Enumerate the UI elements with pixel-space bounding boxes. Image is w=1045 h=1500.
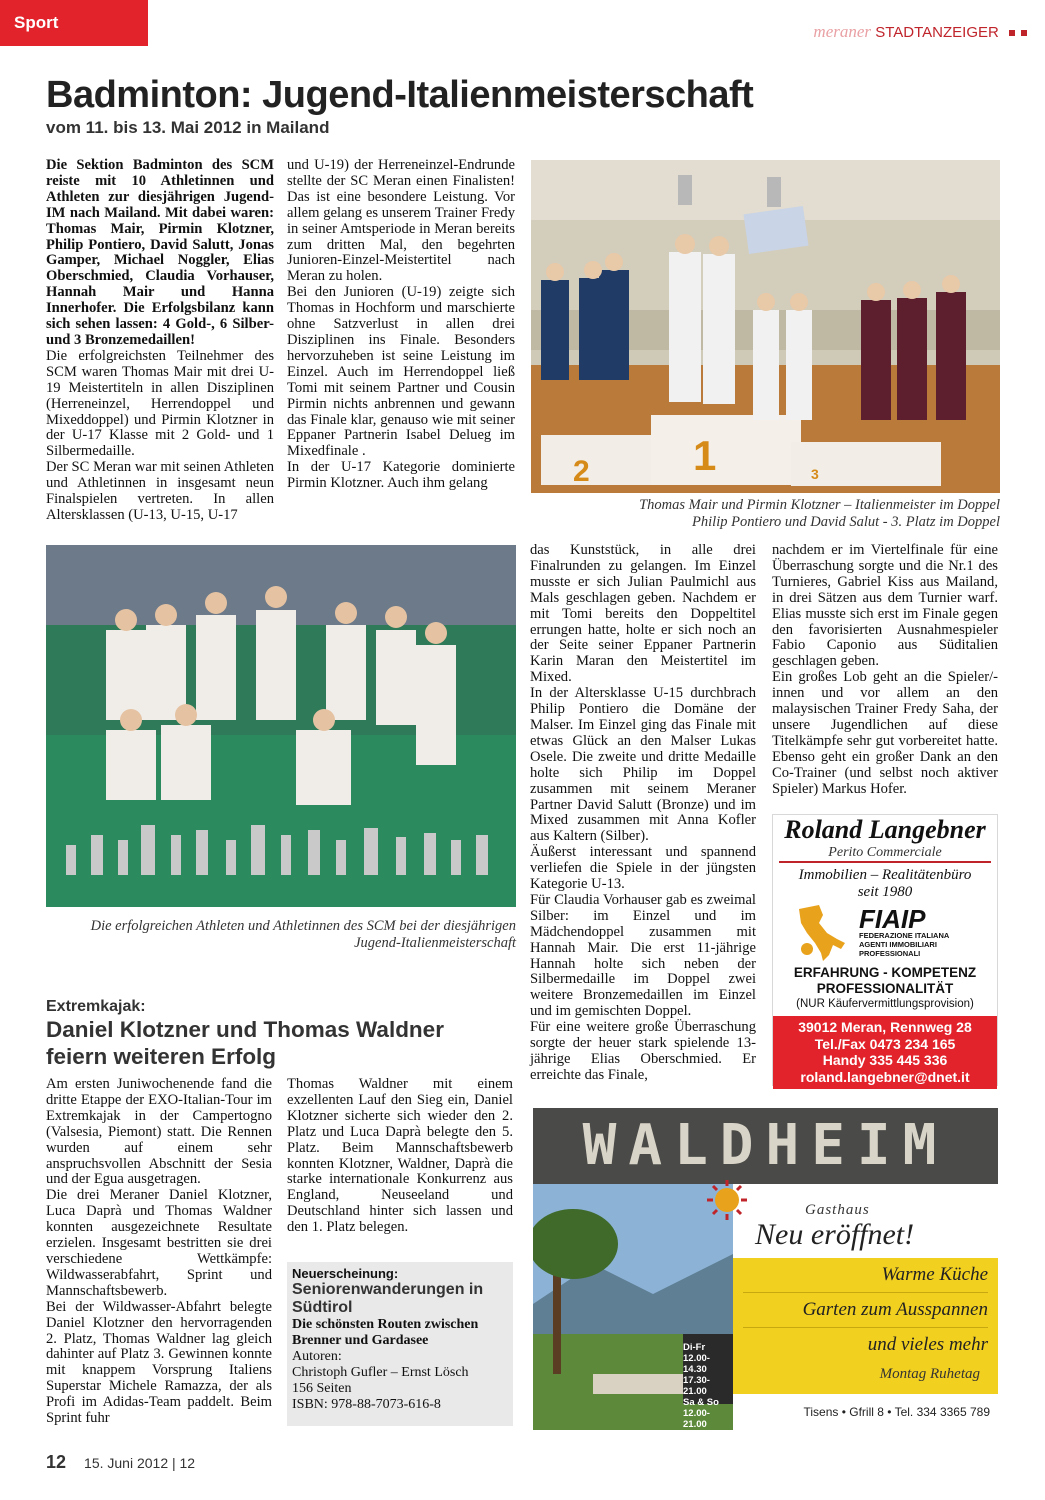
caption-line: Philip Pontiero und David Salut - 3. Platz im Doppel bbox=[692, 514, 1000, 530]
article2-title bbox=[46, 1016, 516, 1070]
podium-label: 2 bbox=[573, 455, 590, 488]
page-number: 12 bbox=[46, 1452, 67, 1472]
square-icon bbox=[1009, 30, 1015, 36]
opening-hours bbox=[683, 1342, 731, 1430]
fiaip-logo: FIAIP bbox=[859, 904, 926, 934]
ad-mobile: Handy 335 445 336 bbox=[822, 1052, 948, 1068]
paragraph: Die erfolgreichsten Teilnehmer des SCM waren Thomas Mair mit drei U-19 Meistertiteln in allen Disziplinen (Herreneinzel, Herrendoppel und Mixeddoppel) und Pirmin Klotzner in der U-17 Klasse mit 2 Gold- und 1 Silbermedaille. bbox=[46, 347, 274, 460]
ad-email: roland.langebner@dnet.it bbox=[800, 1068, 970, 1085]
paragraph: Bei den Junioren (U-19) zeigte sich Thomas in Hochform und marschierte ohne Satzverlust in allen drei Disziplinen ins Finale. Besonders hervorzuheben ist seine Leistung im Einzel. Auch im Herrendoppel ließ Tomi mit seinem Partner und Cousin Pirmin nichts anbrennen und gewann das Finale klar, genauso wie mit seiner Eppaner Partnerin Isabel Delueg im Mixedfinale . bbox=[287, 284, 515, 460]
ad-line: seit 1980 bbox=[857, 884, 913, 900]
caption-line: Jugend-Italienmeisterschaft bbox=[354, 935, 516, 951]
ad-slogan: ERFAHRUNG - KOMPETENZ bbox=[793, 965, 977, 980]
podium-photo-image bbox=[531, 160, 1000, 493]
podium-label: 1 bbox=[693, 432, 717, 479]
paragraph: In der U-17 Kategorie dominierte Pirmin Klotzner. Auch ihm gelang bbox=[287, 459, 515, 492]
paragraph: In der Altersklasse U-15 durchbrach Philip Pontiero die Domäne der Malser. Im Einzel ging das Finale mit etwas Glück an den Malser Lukas Osele. Die zweite und dritte Medaille holte sich Philip im Doppel zusammen mit seinem Meraner Partner David Salutt (Bronze) und im Mixed zusammen mit Anna Kofler aus Kaltern (Silber). bbox=[530, 685, 756, 845]
paragraph: das Kunststück, in alle drei Finalrunden zu gelangen. Im Einzel musste er sich Julian Paulmichl aus Mals geschlagen geben. Nachdem er mit Tomi bereits den Doppeltitel errungen hatte, holte er sich noch an der Seite seiner Eppaner Partnerin Karin Maran den Meistertitel im Mixed. bbox=[530, 542, 756, 686]
italy-map-icon bbox=[789, 903, 849, 965]
caption-line: Thomas Mair und Pirmin Klotzner – Italienmeister im Doppel bbox=[639, 497, 1000, 513]
paragraph: Bei der Wildwasser-Abfahrt belegte Daniel Klotzner den hervorragenden 2. Platz, Thomas Waldner lag gleich dahinter auf Platz 3. Gewinnen konnte mit knappem Vorsprung Italiens Superstar Michele Ramazza, der als Profi im Adidas-Team paddelt. Beim Sprint fuhr bbox=[46, 1298, 272, 1427]
waldheim-closed: Montag Ruhetag bbox=[879, 1366, 980, 1382]
paragraph: Ein großes Lob geht an die Spieler/-innen und vor allem an den malaysischen Trainer Fredy Saha, der unsere Jugendlichen auf diese Titelkämpfe sehr gut vorbereitet hatte. Ebenso geht ein großer Dank an den Co-Trainer (und selbst noch aktiver Spieler) Markus Hofer. bbox=[772, 669, 998, 797]
masthead-meraner: meraner bbox=[813, 22, 872, 41]
article-column-3 bbox=[530, 543, 756, 1084]
book-kicker: Neuerscheinung: bbox=[292, 1266, 399, 1281]
issue-date: 15. Juni 2012 | 12 bbox=[84, 1455, 196, 1471]
article2-kicker: Extremkajak: bbox=[46, 998, 146, 1015]
article-column-2 bbox=[287, 158, 515, 492]
caption-line: Die erfolgreichen Athleten und Athletinnen des SCM bei der diesjährigen bbox=[90, 918, 516, 934]
team-photo-image bbox=[46, 545, 516, 907]
square-icon bbox=[1021, 30, 1027, 36]
podium-photo-caption bbox=[531, 497, 1000, 531]
article-column-1 bbox=[46, 158, 274, 524]
podium-label: 3 bbox=[811, 466, 819, 482]
section-tab: Sport bbox=[0, 0, 148, 46]
ad-langebner bbox=[772, 814, 998, 1086]
article-column-4 bbox=[772, 543, 998, 798]
ad-contact-block bbox=[773, 1016, 997, 1089]
masthead-stadtanzeiger: STADTANZEIGER bbox=[875, 24, 999, 41]
book-isbn: ISBN: 978-88-7073-616-8 bbox=[292, 1397, 441, 1412]
team-photo-caption bbox=[46, 918, 516, 952]
hours-line: 12.00-14.30 bbox=[683, 1353, 710, 1375]
waldheim-logo: WALDHEIM bbox=[582, 1113, 949, 1178]
sun-icon bbox=[707, 1180, 747, 1220]
paragraph: Für eine weitere große Überraschung sorgte der heuer stark spielende 13-jährige Elias Oberschmied. Er erreichte das Finale, bbox=[530, 1019, 756, 1083]
paragraph: Für Claudia Vorhauser gab es zweimal Silber: im Einzel und im Mädchendoppel zusammen mit Hannah Mair. Die erst 11-jährige Hannah holte sich neben der Silbermedaille im Doppel zwei weitere Bronzemedaillen im Einzel und im gemischten Doppel. bbox=[530, 891, 756, 1020]
article-title: Badminton: Jugend-Italienmeisterschaft bbox=[46, 74, 754, 116]
team-photo bbox=[46, 545, 516, 907]
article2-column-2 bbox=[287, 1077, 513, 1236]
book-subtitle: Die schönsten Routen zwischen Brenner und Gardasee bbox=[292, 1317, 479, 1348]
ad-note: (NUR Käufervermittlungsprovision) bbox=[796, 998, 974, 1010]
waldheim-headline: Neu eröffnet! bbox=[755, 1218, 915, 1251]
waldheim-gasthaus: Gasthaus bbox=[805, 1202, 870, 1218]
book-title: Seniorenwanderungen in Südtirol bbox=[292, 1281, 484, 1316]
waldheim-info-area bbox=[733, 1258, 998, 1394]
paragraph: Thomas Waldner mit einem exzellenten Lauf den Sieg ein, Daniel Klotzner sicherte sich wieder den 2. Platz und Luca Daprà belegte den 5. Platz. Beim Mannschaftsbewerb konnten Klotzner, Waldner, Daprà die starke internationale Konkurrenz aus England, Neuseeland und Deutschland hinter sich lassen und den 1. Platz belegen. bbox=[287, 1076, 513, 1236]
paragraph: Am ersten Juniwochenende fand die dritte Etappe der EXO-Italian-Tour im Extremkajak in der Campertogno (Valsesia, Piemont) statt. Die Rennen wurden auf einem sehr anspruchsvollen Abschnitt der Sesia und der Egua ausgetragen. bbox=[46, 1076, 272, 1188]
article-subtitle: vom 11. bis 13. Mai 2012 in Mailand bbox=[46, 118, 330, 137]
hours-line: 17.30-21.00 bbox=[683, 1375, 710, 1397]
book-box bbox=[287, 1262, 513, 1426]
hours-line: 12.00-21.00 bbox=[683, 1408, 710, 1430]
waldheim-address: Tisens • Gfrill 8 • Tel. 334 3365 789 bbox=[803, 1405, 990, 1419]
ad-logo-area bbox=[773, 901, 997, 965]
ad-name: Roland Langebner bbox=[784, 815, 986, 844]
article2-column-1 bbox=[46, 1077, 272, 1427]
paragraph: Äußerst interessant und spannend verliefen die Spiele in der jüngsten Kategorie U-13. bbox=[530, 844, 756, 893]
hours-line: Sa & So bbox=[683, 1397, 719, 1408]
waldheim-line: Garten zum Ausspannen bbox=[743, 1293, 988, 1328]
ad-address: 39012 Meran, Rennweg 28 bbox=[798, 1019, 972, 1035]
fiaip-text: FEDERAZIONE ITALIANA AGENTI IMMOBILIARI PROFESSIONALI bbox=[859, 931, 949, 958]
page-footer bbox=[46, 1452, 195, 1473]
ad-slogan: PROFESSIONALITÄT bbox=[816, 981, 954, 996]
waldheim-footer bbox=[733, 1394, 998, 1430]
book-authors-label: Autoren: bbox=[292, 1349, 342, 1364]
waldheim-line: und vieles mehr bbox=[867, 1334, 988, 1355]
ad-role: Perito Commerciale bbox=[779, 845, 991, 863]
ad-waldheim bbox=[533, 1108, 998, 1430]
waldheim-line: Warme Küche bbox=[743, 1258, 988, 1293]
title-line: feiern weiteren Erfolg bbox=[46, 1044, 277, 1069]
ad-phone: Tel./Fax 0473 234 165 bbox=[814, 1035, 956, 1052]
article-lead: Die Sektion Badminton des SCM reiste mit 10 Athletinnen und Athleten zur diesjährigen Jugend-IM nach Mailand. Mit dabei waren: Thomas Mair, Pirmin Klotzner, Philip Pontiero, David Salutt, Jonas Gamper, Michael Noggler, Elias Oberschmied, Claudia Vorhauser, Hannah Mair und Hanna Innerhofer. Die Erfolgsbilanz kann sich sehen lassen: 4 Gold-, 6 Silber- und 3 Bronzemedaillen! bbox=[46, 157, 274, 348]
garden-photo bbox=[533, 1184, 733, 1430]
title-line: Daniel Klotzner und Thomas Waldner bbox=[46, 1017, 444, 1042]
paragraph: Der SC Meran war mit seinen Athleten und Athletinnen in insgesamt neun Finalspielen vertreten. In allen Altersklassen (U-13, U-15, U-17 bbox=[46, 459, 274, 523]
waldheim-headline-area bbox=[733, 1184, 998, 1258]
podium-photo bbox=[531, 160, 1000, 493]
book-authors: Christoph Gufler – Ernst Lösch bbox=[292, 1365, 469, 1380]
masthead bbox=[813, 22, 1027, 42]
paragraph: und U-19) der Herreneinzel-Endrunde stellte der SC Meran einen Finalisten! Das ist eine besondere Leistung. Vor allem gelang es unserem Trainer Fredy in seiner Amtsperiode in Meran bereits zum dritten Mal, den begehrten Junioren-Einzel-Meistertitel nach Meran zu holen. bbox=[287, 157, 515, 285]
book-pages: 156 Seiten bbox=[292, 1381, 352, 1396]
paragraph: Die drei Meraner Daniel Klotzner, Luca Daprà und Thomas Waldner konnten ausgezeichnete Resultate erzielen. Insgesamt bestritten sie drei verschiedene Wettkämpfe: Wildwasserabfahrt, Sprint und Mannschaftsbewerb. bbox=[46, 1187, 272, 1299]
paragraph: nachdem er im Viertelfinale für eine Überraschung sorgte und die Nr.1 des Turnieres, Gabriel Kiss aus Mailand, in drei Sätzen aus dem Turnier warf. Elias musste sich erst im Finale gegen den favorisierten Ausnahmespieler Fabio Caponio aus Süditalien geschlagen geben. bbox=[772, 542, 998, 670]
ad-line: Immobilien – Realitätenbüro bbox=[798, 867, 972, 883]
hours-line: Di-Fr bbox=[683, 1342, 706, 1353]
